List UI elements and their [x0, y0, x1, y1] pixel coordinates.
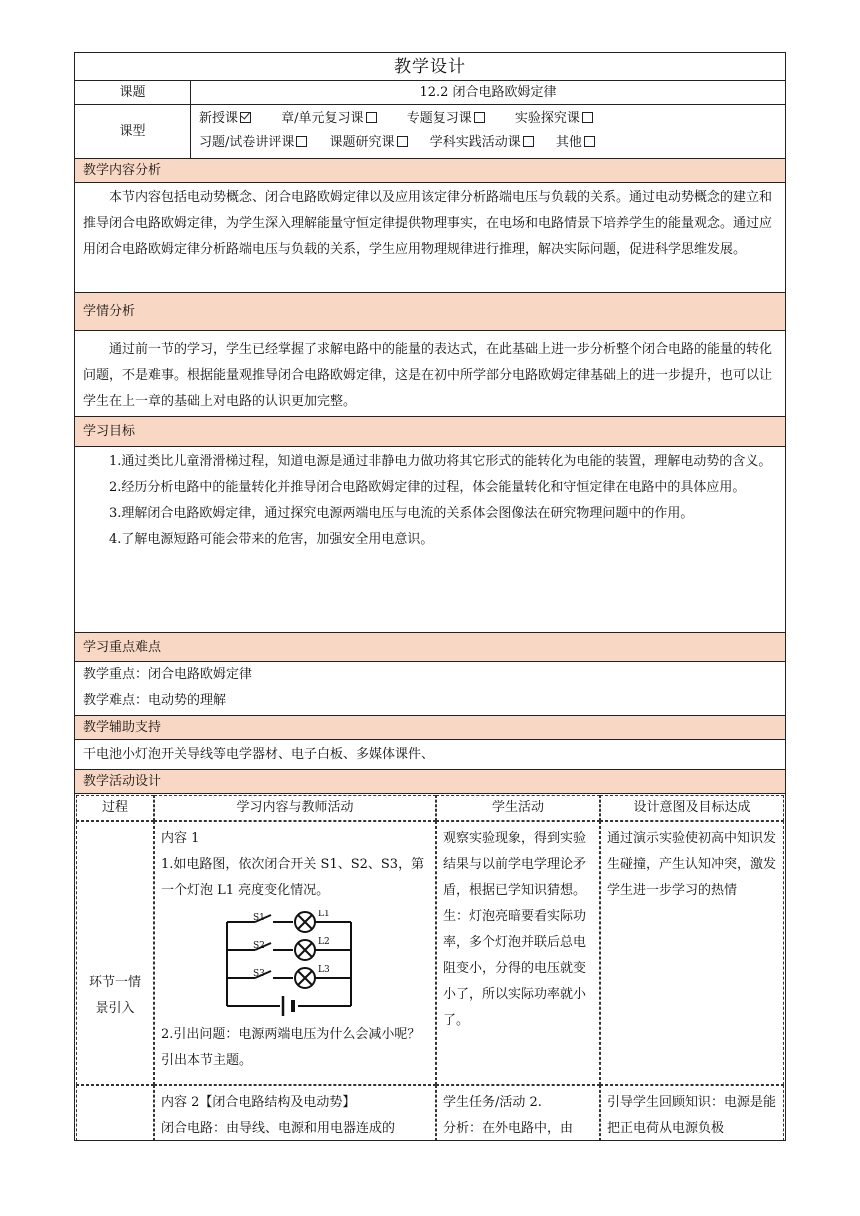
stage-2-student-title: 学生任务/活动 2.: [443, 1095, 542, 1110]
stage-1-intent-cell: [600, 821, 784, 1085]
lamp-label-l3: L3: [318, 965, 330, 975]
stage-2-student-cell: [436, 1085, 600, 1141]
column-header-intent: 设计意图及目标达成: [600, 795, 784, 821]
stage-1-name: 环节一情景引入: [88, 975, 141, 1016]
stage-2-content-1: 闭合电路：由导线、电源和用电器连成的: [161, 1121, 396, 1136]
column-header-student: 学生活动: [436, 795, 600, 821]
content-analysis-body: [74, 183, 786, 293]
student-analysis-text: 通过前一节的学习，学生已经掌握了求解电路中的能量的表达式，在此基础上进一步分析整个闭合电路的能量的转化问题，不是难事。根据能量观推导闭合电路欧姆定律，这是在初中所学部分电路欧姆定律基础上的进一步提升，也可以让学生在上一章的基础上对电路的认识更加完整。: [83, 342, 773, 409]
difficulty-text: 教学难点：电动势的理解: [83, 693, 227, 708]
option-unit-review[interactable]: 章/单元复习课: [281, 111, 376, 126]
stage-1-student-2: 生：灯泡亮暗要看实际功率，多个灯泡并联后总电阻变小，分得的电压就变小了，所以实际功率就小了。: [443, 909, 587, 1028]
stage-2-student-1: 分析：在外电路中，由: [443, 1121, 574, 1136]
stage-1-intent: 通过演示实验使初高中知识发生碰撞，产生认知冲突，激发学生进一步学习的热情: [607, 831, 777, 898]
topic-row: [74, 81, 786, 105]
stage-2-name-cell: [76, 1085, 154, 1141]
option-research[interactable]: 课题研究课: [330, 135, 408, 150]
stage-1-content-2: 2.引出问题：电源两端电压为什么会减小呢？引出本节主题。: [161, 1027, 421, 1068]
objectives-heading: 学习目标: [74, 417, 786, 447]
key-point-text: 教学重点：闭合电路欧姆定律: [83, 667, 253, 682]
student-analysis-heading: 学情分析: [74, 293, 786, 331]
stage-2-intent: 引导学生回顾知识：电源是能把正电荷从电源负极: [607, 1095, 777, 1136]
checkbox-icon[interactable]: [523, 136, 534, 147]
checkbox-icon[interactable]: [296, 136, 307, 147]
stage-2-content-title: 内容 2【闭合电路结构及电动势】: [161, 1095, 356, 1110]
student-analysis-body: [74, 331, 786, 417]
page-title: 教学设计: [74, 52, 786, 81]
key-points-body: [74, 662, 786, 716]
lesson-type-line-1: [199, 107, 777, 131]
lamp-label-l1: L1: [318, 910, 330, 919]
objective-item: 4.了解电源短路可能会带来的危害，加强安全用电意识。: [109, 532, 434, 547]
switch-label-s2: S2: [253, 941, 265, 951]
checkbox-icon[interactable]: [397, 136, 408, 147]
stage-1-name-cell: [76, 821, 154, 1085]
activity-table: [74, 794, 786, 1140]
option-new-lesson[interactable]: 新授课: [199, 111, 251, 126]
option-practice[interactable]: 学科实践活动课: [430, 135, 534, 150]
checkbox-icon[interactable]: [582, 112, 593, 123]
option-other[interactable]: 其他: [556, 135, 595, 150]
key-points-heading: 学习重点难点: [74, 633, 786, 662]
stage-1-student-1: 观察实验现象，得到实验结果与以前学电学理论矛盾，根据已学知识猜想。: [443, 831, 587, 898]
objectives-body: [74, 447, 786, 633]
content-analysis-text: 本节内容包括电动势概念、闭合电路欧姆定律以及应用该定律分析路端电压与负载的关系。通过电动势概念的建立和推导闭合电路欧姆定律，为学生深入理解能量守恒定律提供物理事实，在电场和电路情景下培养学生的能量观念。通过应用闭合电路欧姆定律分析路端电压与负载的关系，学生应用物理规律进行推理，解决实际问题，促进科学思维发展。: [83, 190, 773, 257]
stage-1-student-cell: [436, 821, 600, 1085]
lesson-type-options: [190, 105, 786, 159]
topic-label: 课题: [74, 81, 191, 105]
column-header-process: 过程: [76, 795, 154, 821]
column-header-content: 学习内容与教师活动: [154, 795, 436, 821]
option-experiment[interactable]: 实验探究课: [515, 111, 593, 126]
lamp-label-l2: L2: [318, 937, 330, 947]
stage-2-intent-cell: [600, 1085, 784, 1141]
option-topic-review[interactable]: 专题复习课: [407, 111, 485, 126]
content-analysis-heading: 教学内容分析: [74, 159, 786, 183]
checkbox-icon[interactable]: [474, 112, 485, 123]
lesson-type-row: [74, 105, 786, 159]
checkbox-checked-icon[interactable]: [240, 112, 251, 123]
option-exercise-review[interactable]: 习题/试卷讲评课: [199, 135, 307, 150]
stage-1-content-1: 1.如电路图，依次闭合开关 S1、S2、S3，第一个灯泡 L1 亮度变化情况。: [161, 857, 425, 898]
checkbox-icon[interactable]: [584, 136, 595, 147]
support-heading: 教学辅助支持: [74, 716, 786, 740]
activity-heading: 教学活动设计: [74, 770, 786, 794]
support-text: 干电池小灯泡开关导线等电学器材、电子白板、多媒体课件、: [83, 747, 435, 762]
objective-item: 2.经历分析电路中的能量转化并推导闭合电路欧姆定律的过程，体会能量转化和守恒定律在电路中的具体应用。: [109, 480, 746, 495]
lesson-type-label: 课型: [74, 105, 191, 159]
support-body: [74, 740, 786, 770]
objective-item: 1.通过类比儿童滑滑梯过程，知道电源是通过非静电力做功将其它形式的能转化为电能的装置，理解电动势的含义。: [109, 454, 772, 469]
lesson-type-line-2: [199, 131, 777, 155]
switch-label-s3: S3: [253, 969, 265, 979]
topic-value: 12.2 闭合电路欧姆定律: [190, 81, 786, 105]
checkbox-icon[interactable]: [366, 112, 377, 123]
parallel-circuit-diagram: [205, 910, 405, 1020]
switch-label-s1: S1: [253, 913, 265, 923]
stage-2-content-cell: [154, 1085, 436, 1141]
stage-1-content-title: 内容 1: [161, 831, 200, 846]
stage-1-content-cell: [154, 821, 436, 1085]
objective-item: 3.理解闭合电路欧姆定律，通过探究电源两端电压与电流的关系体会图像法在研究物理问题中的作用。: [109, 506, 694, 521]
